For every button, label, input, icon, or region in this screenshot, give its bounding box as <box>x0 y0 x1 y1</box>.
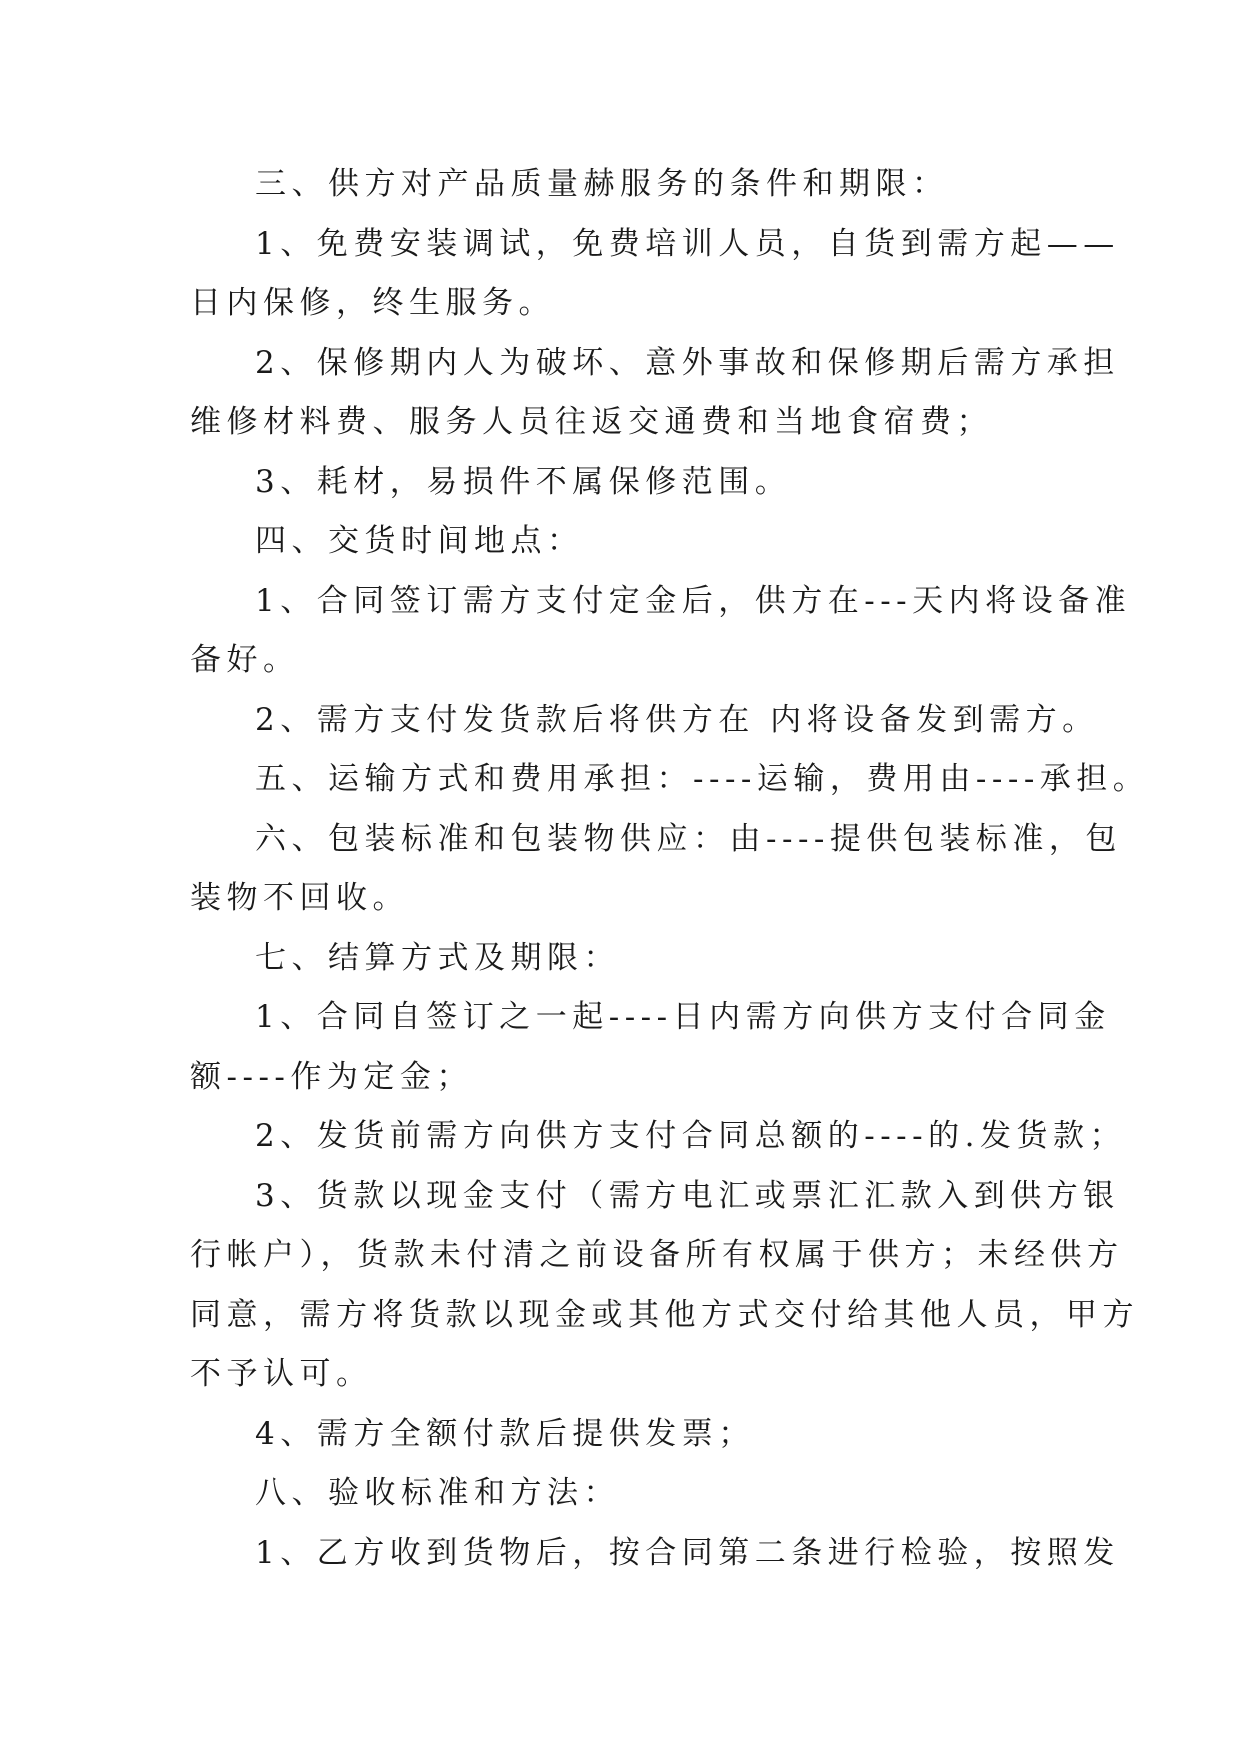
section-heading-4: 四、交货时间地点： <box>255 523 584 559</box>
paragraph-line: 行帐户），货款未付清之前设备所有权属于供方；未经供方 <box>190 1237 1124 1273</box>
paragraph-line: 额----作为定金； <box>190 1058 473 1095</box>
paragraph-line: 4、需方全额付款后提供发票； <box>255 1415 755 1452</box>
paragraph-line: 2、保修期内人为破坏、意外事故和保修期后需方承担 <box>255 344 1120 381</box>
section-heading-7: 七、结算方式及期限： <box>255 939 620 976</box>
paragraph-line: 备好。 <box>190 642 300 678</box>
paragraph-line: 1、免费安装调试，免费培训人员，自货到需方起—— <box>255 225 1120 262</box>
paragraph-line: 2、发货前需方向供方支付合同总额的----的.发货款； <box>255 1118 1126 1154</box>
paragraph-line: 1、乙方收到货物后，按合同第二条进行检验，按照发 <box>255 1534 1120 1571</box>
paragraph-line: 不予认可。 <box>190 1356 373 1392</box>
paragraph-line: 日内保修，终生服务。 <box>190 285 555 321</box>
document-body <box>190 155 1150 1583</box>
paragraph-line: 3、耗材，易损件不属保修范围。 <box>255 463 792 500</box>
section-heading-3: 三、供方对产品质量赫服务的条件和期限： <box>255 166 949 202</box>
section-heading-5: 五、运输方式和费用承担：----运输，费用由----承担。 <box>255 761 1150 797</box>
paragraph-line: 1、合同签订需方支付定金后，供方在---天内将设备准 <box>255 582 1132 619</box>
paragraph-line: 2、需方支付发货款后将供方在 内将设备发到需方。 <box>255 701 1099 738</box>
paragraph-line: 同意，需方将货款以现金或其他方式交付给其他人员，甲方 <box>190 1296 1139 1333</box>
paragraph-line: 3、货款以现金支付（需方电汇或票汇汇款入到供方银 <box>255 1177 1120 1214</box>
paragraph-line: 1、合同自签订之一起----日内需方向供方支付合同金 <box>255 999 1111 1035</box>
paragraph-line: 装物不回收。 <box>190 880 409 916</box>
paragraph-line: 维修材料费、服务人员往返交通费和当地食宿费； <box>190 404 993 440</box>
section-heading-8: 八、验收标准和方法： <box>255 1475 620 1511</box>
section-heading-6: 六、包装标准和包装物供应：由----提供包装标准，包 <box>255 820 1122 857</box>
